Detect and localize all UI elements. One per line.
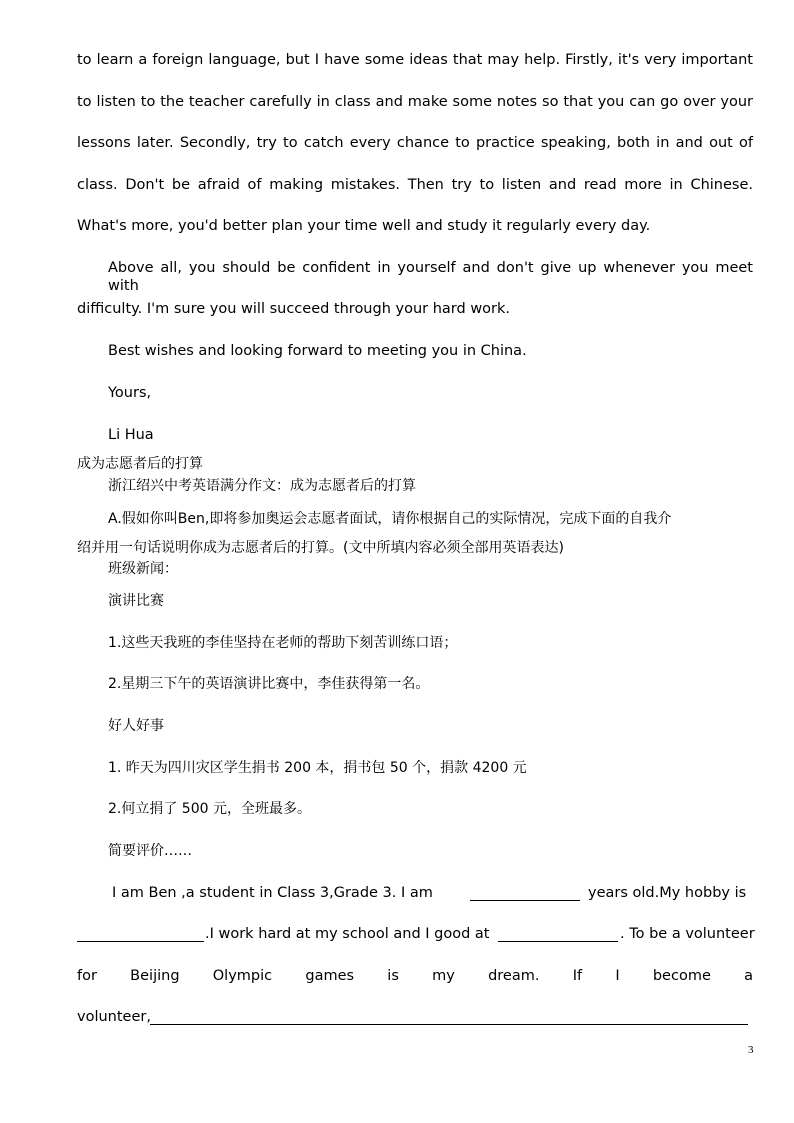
speech-item-2: 2.星期三下午的英语演讲比赛中，李佳获得第一名。 <box>108 676 430 692</box>
letter-line-3: lessons later. Secondly, try to catch every chance to practice speaking, both in and out of <box>77 135 753 151</box>
deeds-item-2: 2.何立捐了 500 元，全班最多。 <box>108 801 311 817</box>
letter-wishes: Best wishes and looking forward to meeting you in China. <box>108 343 527 359</box>
review-title: 简要评价…… <box>108 843 192 859</box>
answer-line-3: for Beijing Olympic games is my dream. If I become a <box>77 968 753 984</box>
answer-line-2a: .I work hard at my school and I good at <box>205 926 490 942</box>
page-number: 3 <box>748 1044 754 1056</box>
speech-title: 演讲比赛 <box>108 593 164 609</box>
section-subtitle: 浙江绍兴中考英语满分作文：成为志愿者后的打算 <box>108 478 416 494</box>
answer-line-2b: . To be a volunteer <box>620 926 755 942</box>
letter-p2-line-1: Above all, you should be confident in yourself and don't give up whenever you meet with <box>108 260 753 294</box>
news-title: 班级新闻： <box>108 561 178 577</box>
answer-line-1b: years old.My hobby is <box>588 885 747 901</box>
letter-p2-line-2: difficulty. I'm sure you will succeed through your hard work. <box>77 301 511 317</box>
letter-line-2: to listen to the teacher carefully in class and make some notes so that you can go over your <box>77 94 753 110</box>
letter-line-4: class. Don't be afraid of making mistakes. Then try to listen and read more in Chinese. <box>77 177 753 193</box>
speech-item-1: 1.这些天我班的李佳坚持在老师的帮助下刻苦训练口语； <box>108 635 458 651</box>
answer-line-1a: I am Ben ,a student in Class 3,Grade 3. I am <box>112 885 433 901</box>
letter-line-5: What's more, you'd better plan your time well and study it regularly every day. <box>77 218 651 234</box>
plan-blank[interactable] <box>150 1010 748 1025</box>
answer-line-4: volunteer, <box>77 1009 151 1025</box>
hobby-blank[interactable] <box>77 927 204 942</box>
letter-line-1: to learn a foreign language, but I have some ideas that may help. Firstly, it's very important <box>77 52 753 68</box>
letter-closing: Yours, <box>108 385 152 401</box>
age-blank[interactable] <box>470 886 580 901</box>
task-line-2: 绍并用一句话说明你成为志愿者后的打算。(文中所填内容必须全部用英语表达) <box>77 540 564 556</box>
task-line-1: A.假如你叫Ben,即将参加奥运会志愿者面试，请你根据自己的实际情况，完成下面的自我介 <box>108 511 672 527</box>
deeds-item-1: 1. 昨天为四川灾区学生捐书 200 本，捐书包 50 个，捐款 4200 元 <box>108 760 527 776</box>
good-at-blank[interactable] <box>498 927 618 942</box>
section-title: 成为志愿者后的打算 <box>77 456 203 472</box>
letter-signature: Li Hua <box>108 427 154 443</box>
deeds-title: 好人好事 <box>108 718 164 734</box>
